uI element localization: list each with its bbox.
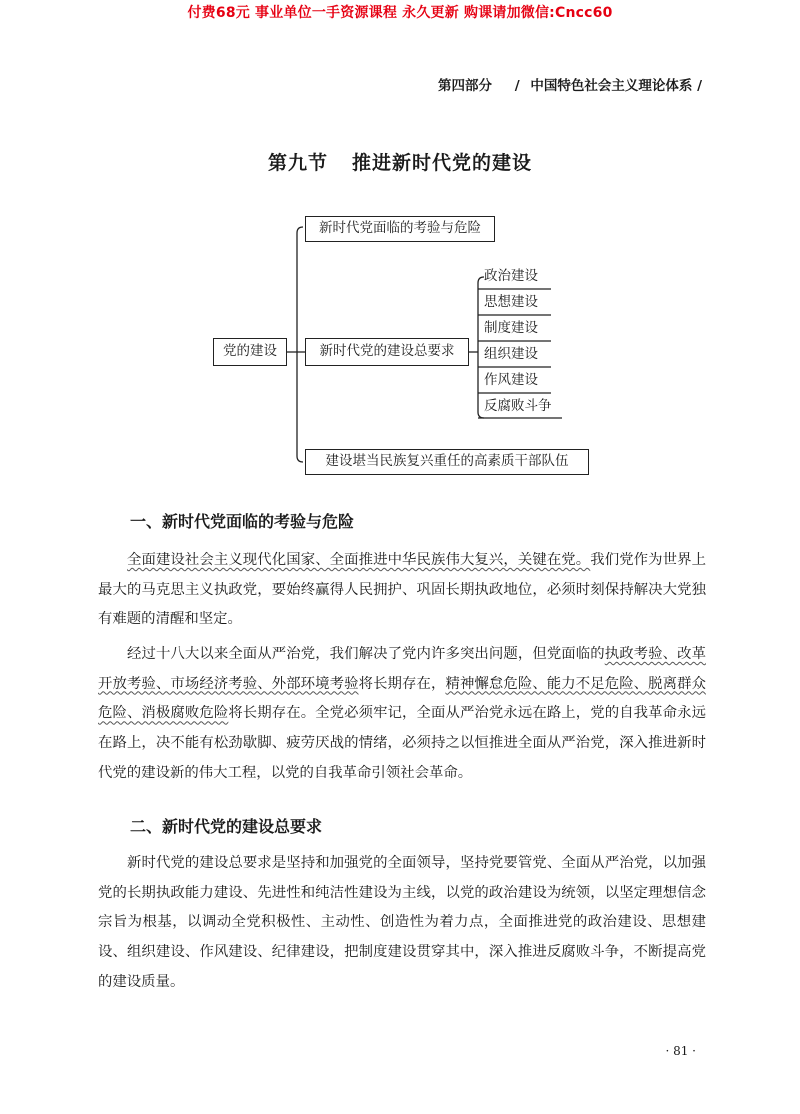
promo-banner: 付费68元 事业单位一手资源课程 永久更新 购课请加微信:Cncc60	[187, 5, 613, 21]
section1-p2-text-1: 经过十八大以来全面从严治党，我们解决了党内许多突出问题，但党面临的	[127, 646, 605, 662]
mindmap-branch-cadres: 建设堪当民族复兴重任的高素质干部队伍	[305, 449, 589, 475]
mindmap-leaf-institutional: 制度建设	[484, 320, 538, 336]
section1-p1-text: 我们党作为世界上最大的马克思主义执政党，要始终赢得人民拥护、巩固长期执政地位，必须时刻保持解决大党独有难题的清醒和坚定。	[98, 552, 706, 628]
main-bracket	[297, 227, 303, 462]
section1-p2-underlined-1: 执政考验、改革开放考验、市场经济考验、外部环境考验	[98, 646, 706, 692]
mindmap-leaf-ideological: 思想建设	[484, 294, 538, 310]
section1-p2-text-3: 将长期存在。全党必须牢记，全面从严治党永远在路上，党的自我革命永远在路上，决不能有松劲歇脚、疲劳厌战的情绪，必须持之以恒推进全面从严治党，深入推进新时代党的建设新的伟大工程，以党的自我革命引领社会革命。	[98, 705, 706, 781]
mindmap-leaf-conduct: 作风建设	[484, 372, 538, 388]
mindmap-leaf-political: 政治建设	[484, 268, 538, 284]
mindmap-branch-requirements: 新时代党的建设总要求	[305, 338, 469, 366]
title-number: 第九节	[267, 152, 328, 174]
mindmap-leaf-anticorruption: 反腐败斗争	[484, 398, 552, 414]
page-number: · 81 ·	[665, 1044, 696, 1058]
section2-heading: 二、新时代党的建设总要求	[130, 817, 323, 836]
section1-p1-underlined: 全面建设社会主义现代化国家、全面推进中华民族伟大复兴，关键在党。	[127, 552, 591, 568]
section1-heading: 一、新时代党面临的考验与危险	[130, 512, 355, 531]
section1-paragraph-2	[98, 640, 706, 789]
mindmap-root: 党的建设	[213, 338, 287, 366]
header-trailing-slash: /	[697, 78, 702, 94]
header-separator: /	[514, 78, 520, 94]
header-section: 中国特色社会主义理论体系	[530, 78, 693, 94]
section1-paragraph-1	[98, 546, 706, 635]
mindmap-leaf-organizational: 组织建设	[484, 346, 538, 362]
header-part: 第四部分	[438, 78, 493, 94]
section1-p2-underlined-2: 精神懈怠危险、能力不足危险、脱离群众危险、消极腐败危险	[98, 675, 706, 722]
title-text: 推进新时代党的建设	[352, 152, 533, 174]
section2-paragraph-1: 新时代党的建设总要求是坚持和加强党的全面领导，坚持党要管党、全面从严治党，以加强党的长期执政能力建设、先进性和纯洁性建设为主线，以党的政治建设为统领，以坚定理想信念宗旨为根基，以调动全党积极性、主动性、创造性为着力点，全面推进党的政治建设、思想建设、组织建设、作风建设、纪律建设，把制度建设贯穿其中，深入推进反腐败斗争，不断提高党的建设质量。	[98, 855, 706, 990]
section1-p2-text-2: 将长期存在，	[358, 675, 446, 692]
mindmap-branch-challenges: 新时代党面临的考验与危险	[305, 216, 495, 242]
